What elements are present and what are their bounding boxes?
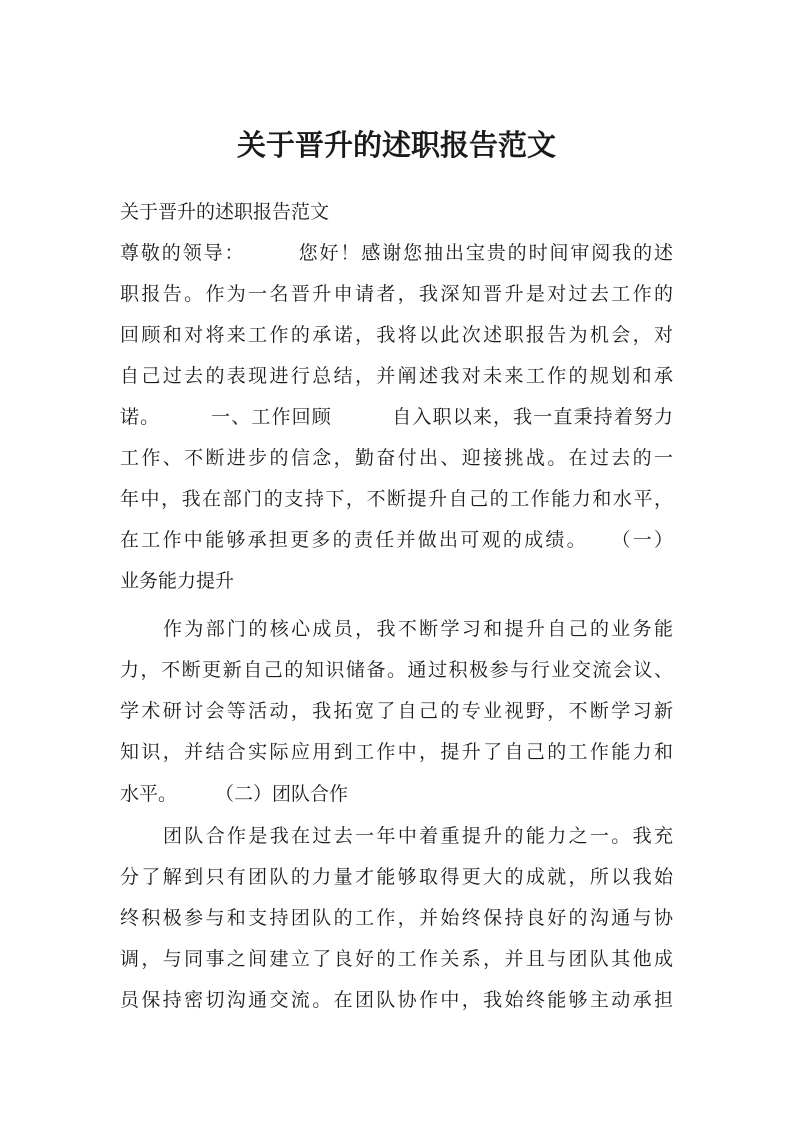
- body-line: 工作、不断进步的信念，勤奋付出、迎接挑战。在过去的一: [120, 447, 673, 469]
- body-line: 尊敬的领导： 您好！感谢您抽出宝贵的时间审阅我的述: [120, 242, 673, 264]
- section-heading: 业务能力提升: [120, 570, 235, 592]
- body-line: 分了解到只有团队的力量才能够取得更大的成就，所以我始: [120, 866, 673, 888]
- body-line: 水平。 （二）团队合作: [120, 783, 349, 805]
- body-line: 自己过去的表现进行总结，并阐述我对未来工作的规划和承: [120, 365, 673, 387]
- body-line: 作为部门的核心成员，我不断学习和提升自己的业务能: [163, 618, 673, 640]
- body-line: 学术研讨会等活动，我拓宽了自己的专业视野，不断学习新: [120, 700, 673, 722]
- body-line: 终积极参与和支持团队的工作，并始终保持良好的沟通与协: [120, 907, 673, 929]
- body-line: 回顾和对将来工作的承诺，我将以此次述职报告为机会，对: [120, 324, 673, 346]
- body-line: 员保持密切沟通交流。在团队协作中，我始终能够主动承担: [120, 989, 673, 1011]
- body-line: 团队合作是我在过去一年中着重提升的能力之一。我充: [163, 825, 673, 847]
- body-line: 力，不断更新自己的知识储备。通过积极参与行业交流会议、: [120, 659, 673, 681]
- body-line: 在工作中能够承担更多的责任并做出可观的成绩。 （一）: [120, 529, 673, 551]
- document-title: 关于晋升的述职报告范文: [236, 128, 556, 162]
- body-line: 知识，并结合实际应用到工作中，提升了自己的工作能力和: [120, 741, 673, 763]
- body-line: 年中，我在部门的支持下，不断提升自己的工作能力和水平，: [120, 488, 673, 510]
- body-line: 诺。 一、工作回顾 自入职以来，我一直秉持着努力: [120, 406, 673, 428]
- body-line: 职报告。作为一名晋升申请者，我深知晋升是对过去工作的: [120, 283, 673, 305]
- body-line: 调，与同事之间建立了良好的工作关系，并且与团队其他成: [120, 948, 673, 970]
- subtitle-line: 关于晋升的述职报告范文: [120, 201, 330, 223]
